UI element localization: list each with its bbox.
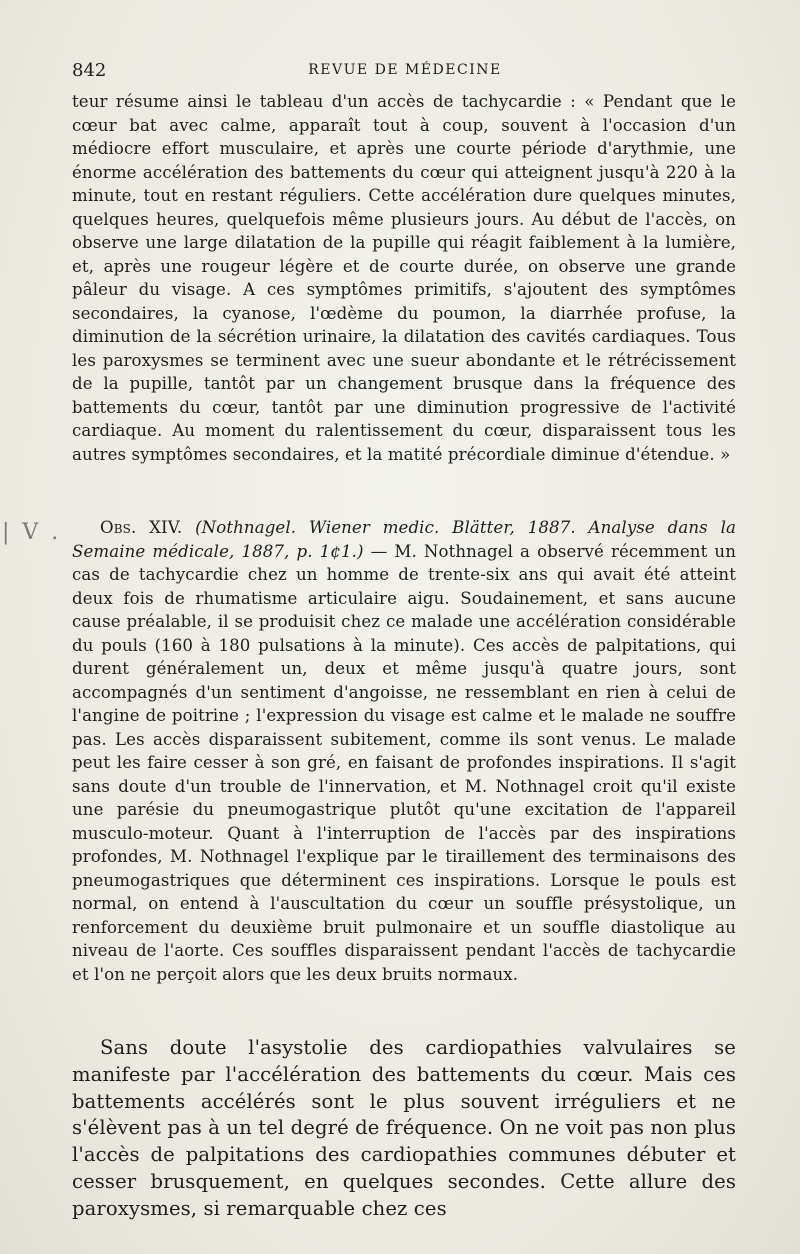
paragraph-observation	[72, 516, 736, 986]
paragraph-text: teur résume ainsi le tableau d'un accès de tachycardie : « Pendant que le cœur bat avec calme, apparaît tout à coup, souvent à l'occasion d'un médiocre effort musculaire, et après une courte période d'arythmie, une énorme accélération des battements du cœur qui atteignent jusqu'à 220 à la minute, tout en restant réguliers. Cette accélération dure quelques minutes, quelques heures, quelquefois même plusieurs jours. Au début de l'accès, on observe une large dilatation de la pupille qui réagit faiblement à la lumière, et, après une rougeur légère et de courte durée, on observe une grande pâleur du visage. A ces symptômes primitifs, s'ajoutent des symptômes secondaires, la cyanose, l'œdème du poumon, la diarrhée profuse, la diminution de la sécrétion urinaire, la dilatation des cavités cardiaques. Tous les paroxysmes se terminent avec une sueur abondante et le rétrécissement de la pupille, tantôt par un changement brusque dans la fréquence des battements du cœur, tantôt par une diminution progressive de l'activité cardiaque. Au moment du ralentissement du cœur, disparaissent tous les autres symptômes secondaires, et la matité précordiale diminue d'étendue. »	[72, 92, 736, 464]
running-title: REVUE DE MÉDECINE	[308, 62, 502, 78]
discussion-text: Sans doute l'asystolie des cardiopathies valvulaires se manifeste par l'accélération des battements du cœur. Mais ces battements accélérés sont le plus souvent irréguliers et ne s'élèvent pas à un tel degré de fréquence. On ne voit pas non plus l'accès de palpitations des cardiopathies communes débuter et cesser brusquement, en quelques secondes. Cette allure des paroxysmes, si remarquable chez ces	[72, 1036, 736, 1220]
paragraph-quote	[72, 90, 736, 466]
page-number: 842	[72, 60, 107, 81]
observation-text	[72, 516, 736, 986]
observation-body: — M. Nothnagel a observé récemment un cas de tachycardie chez un homme de trente-six ans qui avait été atteint deux fois de rhumatisme articulaire aigu. Soudainement, et sans aucune cause préalable, il se produisit chez ce malade une accélération considérable du pouls (160 à 180 pulsations à la minute). Ces accès de palpitations, qui durent généralement un, deux et même jusqu'à quatre jours, sont accompagnés d'un sentiment d'angoisse, ne ressemblant en rien à celui de l'angine de poitrine ; l'expression du visage est calme et le malade ne souffre pas. Les accès disparaissent subitement, comme ils sont venus. Le malade peut les faire cesser à son gré, en faisant de profondes inspirations. Il s'agit sans doute d'un trouble de l'innervation, et M. Nothnagel croit qu'il existe une parésie du pneumogastrique plutôt qu'une excitation de l'appareil musculo-moteur. Quant à l'interruption de l'accès par des inspirations profondes, M. Nothnagel l'explique par le tiraillement des terminaisons des pneumogastriques que déterminent ces inspirations. Lorsque le pouls est normal, on entend à l'auscultation du cœur un souffle présystolique, un renforcement du deuxième bruit pulmonaire et un souffle diastolique au niveau de l'aorte. Ces souffles disparaissent pendant l'accès de tachycardie et l'on ne perçoit alors que les deux bruits normaux.	[72, 541, 736, 984]
observation-label: Obs. XIV.	[100, 518, 183, 537]
observation-citation: (Nothnagel. Wiener medic. Blätter, 1887. Analyse dans la Semaine médicale, 1887, p. 1¢1.)	[72, 518, 736, 561]
margin-annotation: | V .	[2, 520, 62, 545]
paragraph-discussion	[72, 1035, 736, 1223]
page-header	[72, 60, 738, 84]
